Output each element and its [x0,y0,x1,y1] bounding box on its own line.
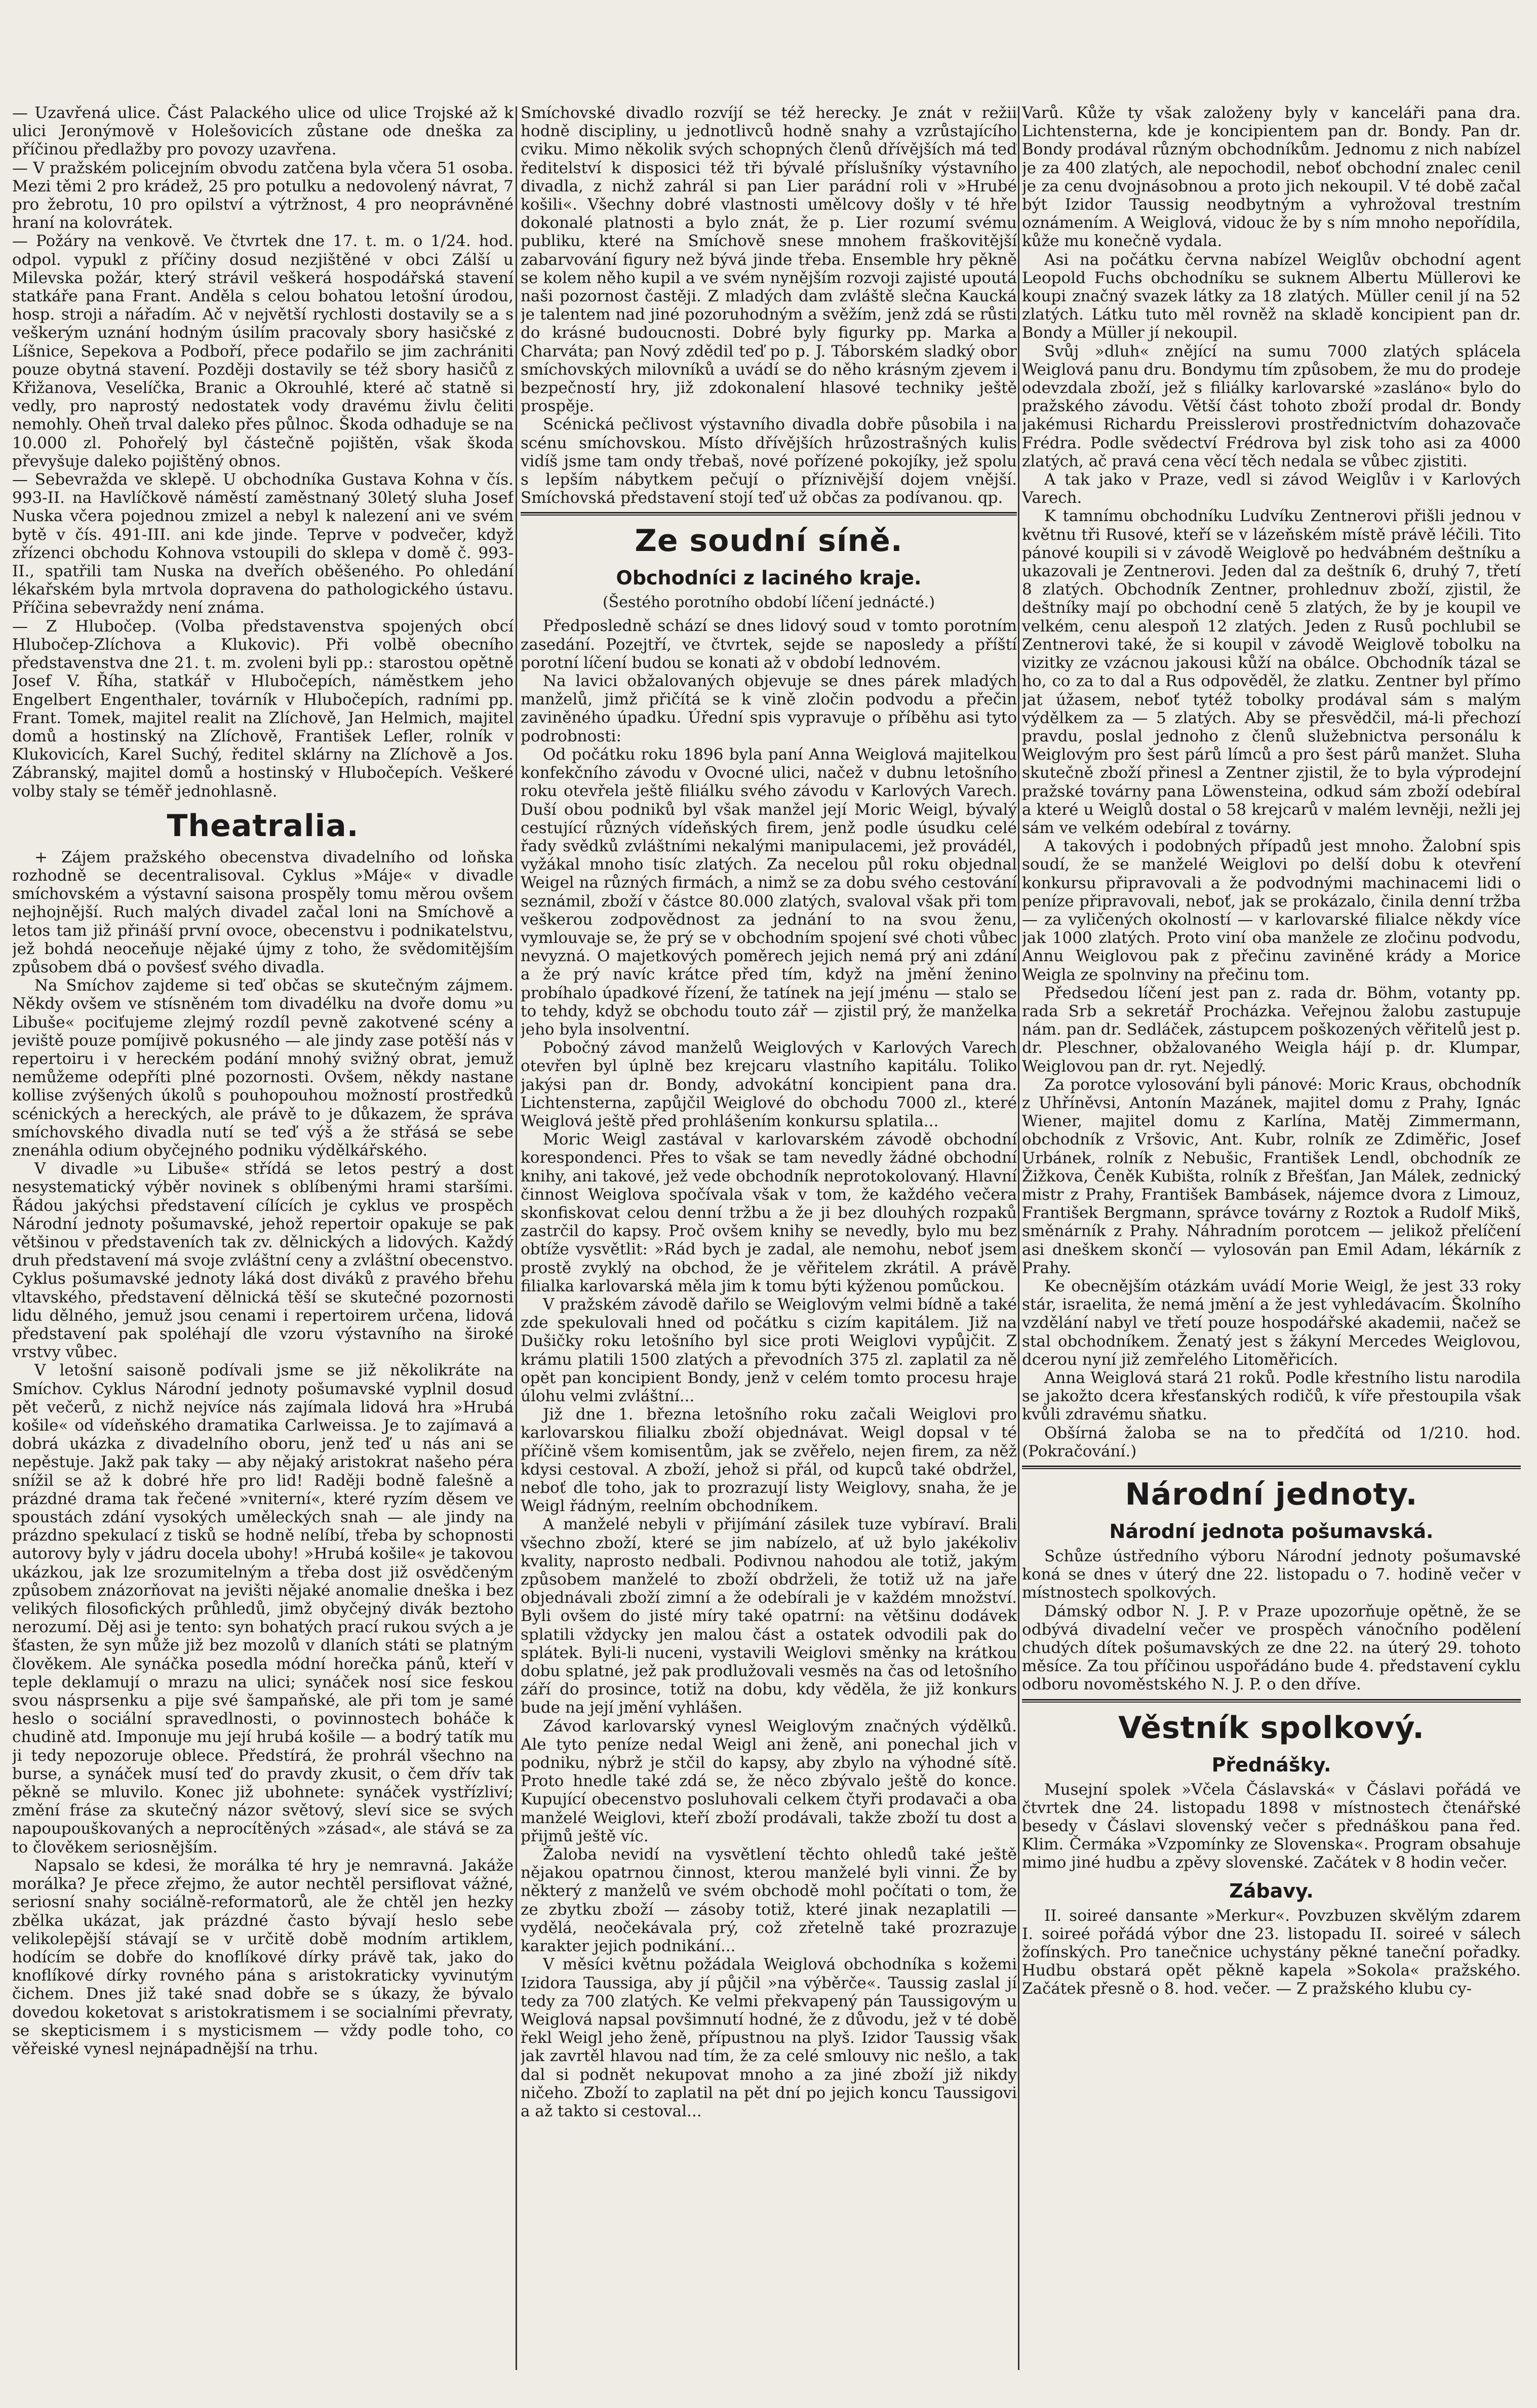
article-paragraph: — Sebevražda ve sklepě. U obchodníka Gustava Kohna v čís. 993-II. na Havlíčkově náměstí zaměstnaný 30letý sluha Josef Nuska včera pojednou zmizel a nebyl k nalezení ani ve svém bytě v čís. 491-III. ani kde jinde. Teprve v podvečer, když zřízenci obchodu Kohnova vstoupili do sklepa v domě č. 993-II., spatřili tam Nuska na dveřích oběšeného. Po ohledání lékařském byla mrtvola dopravena do pathologického ústavu. Příčina sebevraždy není známa. [12,470,514,617]
article-paragraph: Ke obecnějším otázkám uvádí Morie Weigl, že jest 33 roky stár, israelita, že nemá jmění a že jest vyhledávacím. Školního vzdělání nabyl ve třetí pouze hospodářské akademii, načež se stal obchodníkem. Ženatý jest s žákyní Mercedes Weiglovou, dcerou nyní již zemřelého Litoměřicích. [1022,1277,1521,1369]
article-paragraph: — V pražském policejním obvodu zatčena byla včera 51 osoba. Mezi těmi 2 pro krádež, 25 pro potulku a nedovolený návrat, 7 pro žebrotu, 10 pro opilství a výtržnost, 4 pro neoprávněné hraní na kolovrátek. [12,159,514,232]
article-heading: Národní jednota pošumavská. [1109,1520,1434,1543]
column-1 [12,104,514,2373]
article-paragraph: — Uzavřená ulice. Část Palackého ulice od ulice Trojské až k ulici Jeronýmově v Holešovicích zůstane ode dneška za příčinou předlažby pro povozy uzavřena. [12,104,514,159]
article-paragraph: K tamnímu obchodníku Ludvíku Zentnerovi přišli jednou v květnu tři Rusové, kteří se v lázeňském místě právě léčili. Tito pánové koupili si v závodě Weiglově po hedvábném deštníku a ukazovali je Zentnerovi. Jeden dal za deštník 6, druhý 7, třetí 8 zlatých. Obchodník Zentner, prohlednuv zboží, zjistil, že deštníky mají po obchodní ceně 5 zlatých, že by je koupil ve velkém, cenu alespoň 12 zlatých. Jeden z Rusů pochlubil se Zentnerovi také, že si koupil v závodě Weiglově tobolku na vizitky ze vzácnou jakousi kůží na obálce. Obchodník tázal se ho, co za to dal a Rus odpověděl, že zlatku. Zentner byl přímo jat úžasem, neboť tytéž tobolky prodával sám s malým výdělkem za — 5 zlatých. Aby se přesvědčil, má-li přechozí pravdu, poslal jednoho z členů služebnictva personálu k Weiglovým pro šest párů límců a pro šest párů manžet. Sluha skutečně zboží přinesl a Zentner zjistil, že to byla výprodejní pražské továrny pana Löwensteina, odkud sám zboží odebíral a které u Weiglů dostal o 58 krejcarů v malém levněji, nežli jej sám ve velkém odebíral z továrny. [1022,507,1521,837]
top-margin [0,0,1537,104]
article-paragraph: Předposledně schází se dnes lidový soud v tomto porotním zasedání. Pozejtří, ve čtvrtek, sejde se naposledy a příští porotní líčení budou se konati až v období lednovém. [521,617,1017,672]
section-rule [521,512,1017,514]
article-paragraph: + Zájem pražského obecenstva divadelního od loňska rozhodně se decentralisoval. Cyklus »Máje« v divadle smíchovském a výstavní saisona prospěly tomu měrou ovšem nejhojnější. Ruch malých divadel začal loni na Smíchově a letos tam již přináší první ovoce, obecenstvu i podnikatelstvu, jež bohdá neoceňuje nějaké újmy z toho, že svědomitějším způsobem dbá o povšesť svého divadla. [12,848,514,976]
article-paragraph: Svůj »dluh« znějící na sumu 7000 zlatých splácela Weiglová panu dru. Bondymu tím způsobem, že mu do prodeje odevzdala zboží, jež s filiálky karlovarské »zasláno« bylo do pražského závodu. Větší část tohoto zboží prodal dr. Bondy jakémusi Richardu Preisslerovi prostřednictvím dohazovače Frédra. Podle svědectví Frédrova byl zisk toho asi za 4000 zlatých, ač pravá cena věcí těch nedala se vůbec zjistiti. [1022,342,1521,470]
article-paragraph: Napsalo se kdesi, že morálka té hry je nemravná. Jakáže morálka? Je přece zřejmo, že autor nechtěl persiflovat vážné, seriosní snahy sociálně-reformatorů, ale že chtěl jen hezky zbělka ukázat, jak prázdné často bývají heslo sebe velikolepější stávají se v určitě době modním artiklem, hodícím se dobře do knoflíkové dírky právě tak, jako do knoflíkové dírky rovného pána s aristokraticky vyvinutým čichem. Dnes již také snad dobře se s úkazy, že bývalo dovedou koketovat s aristokratismem i se socialními převraty, se skepticismem i s mysticismem — vždy podle toho, co věřeiské vynesl nejnápadnější na trhu. [12,1856,514,2058]
article-paragraph: A manželé nebyli v přijímání zásilek tuze vybíraví. Brali všechno zboží, které se jim nabízelo, ať už bylo jakékoliv kvality, naprosto nedbali. Podivnou nahodou ale totiž, jakým způsobem manželé to zboží obdrželi, že totiž už na jaře objednávali zboží zimní a že odebírali je v každém množství. Byli ovšem do jisté míry také opatrní: na většinu dodávek splatili vždycky jen malou část a ostatek odvodili pak do splátek. Byli-li nuceni, vystavili Weiglovi směnky na krátkou dobu splatné, jež pak prodlužovali vesměs na čas od letošního září do prosince, totiž na dobu, kdy věděla, že již konkurs bude na její jmění vyhlášen. [521,1515,1017,1717]
column-divider [1018,106,1019,2370]
section-heading: Ze soudní síně. [635,523,903,559]
article-paragraph: Od počátku roku 1896 byla paní Anna Weiglová majitelkou konfekčního závodu v Ovocné ulici, načež v dubnu letošního roku otevřela ještě filiálku svého závodu v Karlových Varech. Duší obou podniků byl však manžel její Moric Weigl, bývalý cestující různých vídeňských firem, jenž podle úsudku celé řady svědků zvláštními nekalými manipulacemi, jež provádél, vyžákal mnoho tisíc zlatých. Za necelou půl roku objednal Weigel na různých firmách, a nimž se za dobu svého cestování seznámil, zboží v částce 80.000 zlatých, svaloval však při tom veškerou zodpovědnost za jednání to na svou ženu, vymlouvaje se, že prý se v obchodním spojení své choti vůbec nevyzná. O majetkových poměrech jejich nemá prý ani zdání a že prý navíc krátce před tím, když na jmění ženino probíhalo úpadkové řízení, že tatínek na její jménu — stalo se to tehdy, když se obchodu touto zář — zjistil prý, že manželka jeho byla insolventní. [521,745,1017,1039]
article-paragraph: V měsíci květnu požádala Weiglová obchodníka s kožemi Izidora Taussiga, aby jí půjčil »na výběrče«. Taussig zaslal jí tedy za 700 zlatých. Ke velmi překvapený pán Taussigovým u Weiglová napsal povšimnutí hodné, že z důvodu, jež v té době řekl Weigl jeho ženě, přípustnou na plyš. Izidor Taussig však jak zavrtěl hlavou nad tím, že za celé smlouvy nic nešlo, a tak dal si podnět nekupovat mnoho a za jiné zboží již nikdy ničeho. Zboží to zaplatil na pět dní po jejich koncu Taussigovi a až takto si cestoval... [521,1955,1017,2120]
section-rule [1022,1702,1521,1703]
article-paragraph: Schůze ústředního výboru Národní jednoty pošumavské koná se dnes v úterý dne 22. listopadu o 7. hodině večer v místnostech spolkových. [1022,1547,1521,1602]
section-rule [1022,1468,1521,1469]
article-paragraph: Anna Weiglová stará 21 roků. Podle křestního listu narodila se jakožto dcera křesťanských rodičů, k víře přestoupila však kvůli zdravému sňatku. [1022,1369,1521,1424]
column-3 [1022,104,1521,2373]
article-paragraph: V pražském závodě dařilo se Weiglovým velmi bídně a také zde spekulovali hned od počátku s cizím kapitálem. Již na Dušičky roku letošního byl sice proti Weiglovi vypůjčit. Z krámu platili 1500 zlatých a převodních 375 zl. zaplatil za ně opět pan koncipient Bondy, jenž v celém tomto procesu hraje úlohu velmi zvláštní... [521,1295,1017,1405]
article-subheading: (Šestého porotního období líčení jednácté.) [602,594,935,612]
article-paragraph: — Z Hlubočep. (Volba představenstva spojených obcí Hlubočep-Zlíchova a Klukovic). Při volbě obecního představenstva dne 21. t. m. zvoleni byli pp.: starostou opětně Josef V. Říha, statkář v Hlubočepích, náměstkem jeho Engelbert Engenthaler, továrník v Hlubočepích, radními pp. Frant. Tomek, majitel realit na Zlíchově, Jan Helmich, majitel domů a hostinský na Zlíchově, František Lefler, rolník v Klukovicích, Karel Suchý, ředitel sklárny na Zlíchově a Jos. Zábranský, majitel domů a hostinský v Hlubočepích. Veškeré volby staly se téměř jednohlasně. [12,617,514,801]
article-paragraph: Moric Weigl zastával v karlovarském závodě obchodní korespondenci. Přes to však se tam nevedly žádné obchodní knihy, ani takové, jež vede obchodník neprotokolovaný. Hlavní činnost Weiglova spočívala však v tom, že každého večera skonfiskovat celou denní tržbu a že ji bez dlouhých rozpaků zastrčil do kapsy. Proč ovšem knihy se nevedly, bylo mu bez obtíže vysvětlit: »Rád bych je zadal, ale nemohu, neboť jsem prostě zvyklý na obchod, že je věřitelem zkrátil. A právě filialka karlovarská měla jim k tomu býti kýženou pomůckou. [521,1130,1017,1295]
article-paragraph: Dámský odbor N. J. P. v Praze upozorňuje opětně, že se odbývá divadelní večer ve prospěch vánočního podělení chudých dítek pošumavských ze dne 22. na úterý 29. tohoto měsíce. Za tou příčinou uspořádáno bude 4. představení cyklu odboru novoměstského N. J. P. o den dříve. [1022,1602,1521,1694]
article-paragraph: Scénická pečlivost výstavního divadla dobře působila i na scénu smíchovskou. Místo dřívějších hrůzostrašných kulis vidíš jsme tam ondy třebaš, nové pořízené pokojíky, jež spolu s lepším nábytkem pečují o příznivější dojem vnější. Smíchovská představení stojí teď už občas za podívanou. qp. [521,415,1017,507]
article-paragraph: Na lavici obžalovaných objevuje se dnes párek mladých manželů, jimž přičítá se k vině zločin podvodu a přečin zaviněného úpadku. Úřední spis vypravuje o příběhu asi tyto podrobnosti: [521,672,1017,745]
column-divider [516,106,517,2370]
article-paragraph: V letošní saisoně podívali jsme se již několikráte na Smíchov. Cyklus Národní jednoty pošumavské vyplnil dosud pět večerů, z nichž nejvíce nás zajímala lidová hra »Hrubá košile« od vídeňského dramatika Carlweissa. Je to zajímavá a dobrá ukázka z divadelního oboru, jenž teď u nás ani se nepěstuje. Jakž pak taky — aby nějaký aristokrat našeho péra snížil se až k dobré hře pro lid! Raději bodně falešně a prázdné drama tak řečené »vniterní«, které ryzím děsem ve spoustách zdání vysokých uměleckých snah — ale jindy na prázdno spekulací z tisků se hodně nelíbí, třeba by schopnosti autorovy byly v jádru docela ubohy! »Hrubá košile« je takovou ukázkou, jak lze srozumitelným a třeba dost již osvědčeným způsobem znázorňovat na jevišti nějaké anomalie dneška i bez velikých filosofických průhledů, jimž obyčejný divák beztoho nerozumí. Děj asi je tento: syn bohatých prací rukou svých a je šťasten, že syn může již bez mozolů v dlaních státi se platným člověkem. Ale synáčka posedla módní horečka pánů, kteří v teple deklamují o mrazu na ulici; synáček nosí sice feskou svou násprsenku a pije své šampaňské, ale při tom je samé heslo o sociální spravedlnosti, o povinnostech boháče k chudině atd. Imponuje mu její hrubá košile — a bodrý tatík mu ji tedy nepozoruje oblece. Předstírá, že prohrál všechno na burse, a synáček musí teď do pravdy zkusit, o čem dřív tak pěkně se mluvilo. Konec již ubohnete: synáček vystřízliví; změní fráse za skutečný názor světový, sleví sice se svých napoupouškovaných a neprocítěných »zásad«, ale stává se za to člověkem seriosnějším. [12,1361,514,1857]
article-paragraph: Za porotce vylosování byli pánové: Moric Kraus, obchodník z Uhříněvsi, Antonín Mazánek, majitel domu z Prahy, Ignác Wiener, majitel domu z Karlína, Matěj Zimmermann, obchodník z Vršovic, Ant. Kubr, rolník ze Zdiměřic, Josef Urbánek, rolník z Nebušic, František Lendl, obchodník ze Žižkova, Čeněk Kubišta, rolník z Břešťan, Jan Málek, zednický mistr z Prahy, František Bambásek, nájemce dvora z Limouz, František Bergmann, správce továrny z Roztok a Rudolf Mikš, směnárník z Prahy. Náhradním porotcem — jelikož přelíčení asi dneškem skončí — vylosován pan Emil Adam, lékárník z Prahy. [1022,1075,1521,1277]
column-2 [521,104,1017,2373]
section-rule [1022,1699,1521,1701]
section-rule [521,515,1017,516]
article-paragraph: Závod karlovarský vynesl Weiglovým značných výdělků. Ale tyto peníze nedal Weigl ani ženě, ani ponechal jich v podniku, nýbrž je stčil do kapsy, aby zbylo na výhodné sítě. Proto hnedle také zdá se, že něco zbývalo ještě do konce. Kupující obecenstvo posluhovali celkem čtyři prodavači a oba manželé Weiglovi, kteří zboží prodávali, takže zboží tu dost a přijmů ještě víc. [521,1717,1017,1845]
article-heading: Zábavy. [1229,1879,1314,1902]
section-heading: Věstník spolkový. [1118,1710,1425,1746]
article-paragraph: Žaloba nevidí na vysvětlení těchto ohledů také ještě nějakou opatrnou činnost, kterou manželé byli vinni. Že by některý z manželů ve svém obchodě mohl počítati o tom, že ze zbytku zboží — zásoby totiž, které jinak nezaplatili — vydělá, neočekávala prý, což zřetelně také prozrazuje karakter jejich podnikání... [521,1845,1017,1956]
article-paragraph: V divadle »u Libuše« střídá se letos pestrý a dost nesystematický výběr novinek s oblíbenými hrami staršími. Řádou jakýchsi představení cílících je cyklus ve prospěch Národní jednoty pošumavské, jehož repertoir opakuje se pak většinou v představeních tak zv. dělnických a lidových. Každý druh představení má svoje zvláštní ceny a zvláštní obecenstvo. Cyklus pošumavské jednoty láká dost diváků z pravého břehu vltavského, představení dělnická těší se skutečné pozornosti lidu dělného, jemuž jsou cenami i repertoirem určena, lidová představení pak spoléhají dle vzoru výstavního na široké vrstvy vůbec. [12,1160,514,1362]
article-paragraph: Pobočný závod manželů Weiglových v Karlových Varech otevřen byl úplně bez krejcaru vlastního kapitálu. Toliko jakýsi pan dr. Bondy, advokátní koncipient pana dra. Lichtensterna, zapůjčil Weiglové do obchodu 7000 zl., které Weiglová ještě před prohlášením konkursu splatila... [521,1039,1017,1130]
article-paragraph: A takových i podobných případů jest mnoho. Žalobní spis soudí, že se manželé Weiglovi po delší dobu k otevření konkursu připravovali a že podvodnými machinacemi lidi o peníze připravovali, neboť, jak se prokázalo, činila denní tržba — za vyličených okolností — v karlovarské filialce někdy více jak 1000 zlatých. Proto viní oba manžele ze zločinu podvodu, Annu Weiglovou pak z přečinu zaviněné krády a Morice Weigla ze spolnviny na přečinu tom. [1022,837,1521,984]
article-paragraph: Obšírná žaloba se na to předčítá od 1/210. hod. (Pokračování.) [1022,1424,1521,1460]
article-heading: Obchodníci z laciného kraje. [616,567,922,589]
article-paragraph: Musejní spolek »Včela Čáslavská« v Čáslavi pořádá ve čtvrtek dne 24. listopadu 1898 v místnostech čtenářské besedy v Čáslavi slovenský večer s přednáškou pana řed. Klim. Čermáka »Vzpomínky ze Slovenska«. Program obsahuje mimo jiné hudbu a zpěvy slovenské. Začátek v 8 hodin večer. [1022,1780,1521,1872]
article-paragraph: Již dne 1. března letošního roku začali Weiglovi pro karlovarskou filialku zboží objednávat. Weigl dopsal v té příčině všem komisentům, jak se zvěřelo, nejen firem, za něž kdysi cestoval. A zboží, jehož si přál, od kupců také obdržel, neboť dle toho, jak to prozrazují listy Weiglovy, snaha, že je Weigl řádným, reelním obchodníkem. [521,1405,1017,1516]
article-paragraph: Na Smíchov zajdeme si teď občas se skutečným zájmem. Někdy ovšem ve stísněném tom divadélku na dvoře domu »u Libuše« pociťujeme zlejmý rozdíl pevně zakotvené scény a jeviště pouze pomíjivě pokusného — ale jindy zase potěší nás v repertoiru i v hereckém podání mnohý svižný obrat, jemuž nemůžeme odepříti plné pozornosti. Ovšem, někdy nastane kollise zvýšených úkolů s pouhopouhou možností prostředků scénických a hereckých, ale právě to je důkazem, že správa smíchovského divadla nutí se teď výš a že střásá se sebe znenáhla odium obyčejného podniku výdělkářského. [12,976,514,1160]
article-paragraph: Smíchovské divadlo rozvíjí se též herecky. Je znát v režii hodně discipliny, u jednotlivců hodně snahy a vzrůstajícího cviku. Mimo několik svých schopných členů dřívějších má teď ředitelství k disposici též tři bývalé příslušníky výstavního divadla, z nichž zahrál si pan Lier parádní roli v »Hrubé košili«. Všechny dobré vlastnosti umělcovy došly v té hře dokonalé platnosti a bylo znát, že p. Lier rozumí svému publiku, které na Smíchově snese mnohem fraškovitější zabarvování figury než bývá jinde třeba. Ensemble hry pěkně se kolem něho kupil a ve svém nynějším rozvoji zajisté upoutá naši pozornost častěji. Z mladých dam zvláště slečna Kaucká je talentem nad jiné pozoruhodným a svěžím, jenž zdá se růsti do krásné budoucnosti. Dobré byly figurky pp. Marka a Charváta; pan Nový zdědil teď po p. J. Táborském sladký obor smíchovských milovníků a uvádí se do něho krásným zjevem i bezpečností hry, již zdokonalení hlasové techniky ještě prospěje. [521,104,1017,416]
article-paragraph: Asi na počátku června nabízel Weiglův obchodní agent Leopold Fuchs obchodníku se suknem Albertu Müllerovi ke koupi značný svazek látky za 18 zlatých. Müller cenil jí na 52 zlatých. Látku tuto měl rovněž na skladě koncipient pan dr. Bondy a Müller jí nekoupil. [1022,250,1521,342]
article-paragraph: Předsedou líčení jest pan z. rada dr. Böhm, votanty pp. rada Srb a sekretář Procházka. Veřejnou žalobu zastupuje nám. pan dr. Sedláček, zástupcem poškozených věřitelů jest p. dr. Pleschner, obžalovaného Weigla hájí p. dr. Klumpar, Weiglovou pan dr. ryt. Nejedlý. [1022,983,1521,1076]
article-paragraph: — Požáry na venkově. Ve čtvrtek dne 17. t. m. o 1/24. hod. odpol. vypukl z příčiny dosud nezjištěné v obci Zálší u Milevska požár, který strávil veškerá hospodářská stavení statkáře pana Frant. Anděla s celou bohatou letošní úrodou, hosp. stroji a nářadím. Ač v největší rychlosti dostavily se a s veškerým uznání hodným úsilím pracovaly sbory hasičské z Líšnice, Sepekova a Podboří, přece podařilo se jim zachrániti pouze obytná stavení. Později dostavily se též sbory hasičů z Křižanova, Veselíčka, Branic a Okrouhlé, které ač statně si vedly, pro naprostý nedostatek vody dravému živlu čeliti nemohly. Oheň trval daleko přes půlnoc. Škoda odhaduje se na 10.000 zl. Pohořelý byl částečně pojištěn, však škoda převyšuje daleko pojištěný obnos. [12,232,514,470]
article-paragraph: A tak jako v Praze, vedl si závod Weiglův i v Karlových Varech. [1022,470,1521,507]
article-paragraph: II. soireé dansante »Merkur«. Povzbuzen skvělým zdarem I. soireé pořádá výbor dne 23. listopadu II. soireé v sálech žofínských. Pro tanečnice uchystány pěkné taneční pořadky. Hudbu obstará opět pěkně kapela »Sokola« pražského. Začátek přesně o 8. hod. večer. — Z pražského klubu cy- [1022,1906,1521,1998]
section-rule [1022,1466,1521,1467]
section-heading: Theatralia. [167,808,359,844]
section-heading: Národní jednoty. [1125,1477,1418,1513]
article-paragraph: Varů. Kůže ty však založeny byly v kanceláři pana dra. Lichtensterna, kde je koncipientem pan dr. Bondy. Pan dr. Bondy prodával různým obchodníkům. Jednomu z nich nabízel je za 400 zlatých, ale nepochodil, neboť obchodní znalec cenil je za cenu dvojnásobnou a proto jich nekoupil. V té době začal být Izidor Taussig neodbytným a vyhrožoval trestním oznámením. A Weiglová, vidouc že by s ním mnoho nepořídila, kůže mu konečně vydala. [1022,104,1521,251]
article-heading: Přednášky. [1211,1753,1331,1776]
